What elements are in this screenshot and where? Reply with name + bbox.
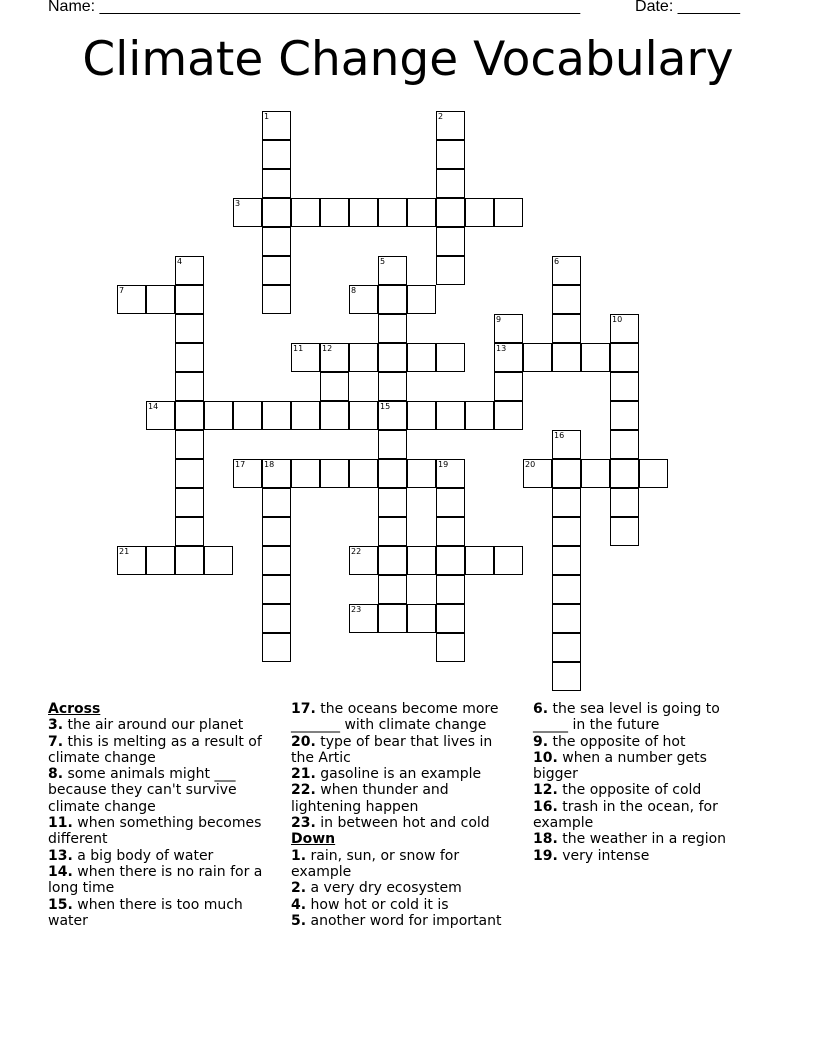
crossword-cell[interactable]	[262, 604, 291, 633]
name-field[interactable]: Name: ______________________________________________________	[48, 0, 581, 15]
crossword-cell[interactable]	[552, 285, 581, 314]
clue-item	[48, 734, 280, 767]
crossword-cell[interactable]	[349, 401, 378, 430]
crossword-cell[interactable]	[436, 198, 465, 227]
crossword-cell[interactable]	[552, 546, 581, 575]
clue-item-text: gasoline is an example	[320, 766, 482, 783]
crossword-cell[interactable]	[262, 111, 291, 140]
clue-item	[291, 766, 513, 782]
crossword-cell[interactable]	[436, 227, 465, 256]
clue-item-text: the opposite of hot	[552, 733, 686, 750]
crossword-cell[interactable]	[436, 604, 465, 633]
clue-item-number: 22.	[291, 782, 316, 799]
crossword-cell[interactable]	[262, 517, 291, 546]
clue-item-text: in between hot and cold	[320, 815, 490, 832]
clue-item	[48, 766, 280, 815]
crossword-cell[interactable]	[291, 459, 320, 488]
crossword-cell[interactable]	[465, 546, 494, 575]
clue-item	[291, 815, 513, 831]
clue-item-number: 11.	[48, 815, 73, 832]
clue-item	[48, 897, 280, 930]
crossword-cell[interactable]	[639, 459, 668, 488]
crossword-cell[interactable]	[349, 285, 378, 314]
crossword-cell[interactable]	[262, 198, 291, 227]
crossword-cell[interactable]	[233, 198, 262, 227]
crossword-cell[interactable]	[175, 517, 204, 546]
crossword-cell[interactable]	[523, 343, 552, 372]
crossword-cell[interactable]	[117, 285, 146, 314]
clue-item	[291, 848, 513, 881]
crossword-cell[interactable]	[262, 633, 291, 662]
crossword-cell[interactable]	[378, 372, 407, 401]
crossword-cell[interactable]	[262, 546, 291, 575]
clue-item-text: the opposite of cold	[562, 782, 702, 799]
clue-item	[291, 734, 513, 767]
clue-item-text: the weather in a region	[562, 831, 727, 848]
clue-number: 13	[496, 344, 507, 353]
crossword-cell[interactable]	[494, 372, 523, 401]
clue-item-number: 3.	[48, 717, 64, 734]
crossword-cell[interactable]	[291, 401, 320, 430]
clue-number: 21	[119, 547, 130, 556]
clue-number: 15	[380, 402, 391, 411]
clue-number: 7	[119, 286, 125, 295]
clue-item	[291, 913, 513, 929]
clue-item-number: 9.	[533, 733, 549, 750]
clue-item-number: 12.	[533, 782, 558, 799]
crossword-cell[interactable]	[581, 459, 610, 488]
clue-number: 22	[351, 547, 362, 556]
clue-item-text: very intense	[562, 847, 650, 864]
clue-item-number: 20.	[291, 733, 316, 750]
clues-heading: Across	[48, 701, 101, 717]
crossword-cell[interactable]	[436, 256, 465, 285]
clue-item	[48, 717, 280, 733]
crossword-cell[interactable]	[320, 198, 349, 227]
crossword-cell[interactable]	[552, 633, 581, 662]
crossword-cell[interactable]	[407, 198, 436, 227]
crossword-cell[interactable]	[523, 459, 552, 488]
crossword-cell[interactable]	[436, 459, 465, 488]
crossword-cell[interactable]	[436, 633, 465, 662]
crossword-cell[interactable]	[320, 372, 349, 401]
crossword-cell[interactable]	[378, 546, 407, 575]
crossword-cell[interactable]	[262, 401, 291, 430]
clue-number: 3	[235, 199, 241, 208]
crossword-cell[interactable]	[552, 488, 581, 517]
clue-item-text: when there is no rain for a long time	[48, 863, 263, 897]
clue-number: 23	[351, 605, 362, 614]
clue-item	[533, 848, 748, 864]
crossword-cell[interactable]	[320, 459, 349, 488]
crossword-cell[interactable]	[465, 401, 494, 430]
crossword-cell[interactable]	[581, 343, 610, 372]
crossword-cell[interactable]	[146, 401, 175, 430]
clue-number: 11	[293, 344, 304, 353]
clue-item-text: a big body of water	[77, 847, 214, 864]
clues-column-1	[48, 701, 280, 929]
crossword-cell[interactable]	[436, 488, 465, 517]
clue-item-text: the air around our planet	[67, 717, 244, 734]
clue-number: 19	[438, 460, 449, 469]
clue-item-number: 18.	[533, 831, 558, 848]
clue-item-number: 16.	[533, 798, 558, 815]
clue-item-number: 7.	[48, 733, 64, 750]
crossword-cell[interactable]	[378, 256, 407, 285]
clue-item	[291, 880, 513, 896]
clue-item-number: 4.	[291, 896, 307, 913]
crossword-cell[interactable]	[436, 343, 465, 372]
crossword-cell[interactable]	[552, 314, 581, 343]
clue-item-text: when there is too much water	[48, 896, 243, 929]
crossword-cell[interactable]	[262, 256, 291, 285]
clue-number: 17	[235, 460, 246, 469]
clue-item-number: 1.	[291, 847, 307, 864]
clue-item-number: 19.	[533, 847, 558, 864]
crossword-cell[interactable]	[175, 314, 204, 343]
crossword-cell[interactable]	[233, 459, 262, 488]
clue-number: 16	[554, 431, 565, 440]
clue-number: 10	[612, 315, 623, 324]
clue-number: 18	[264, 460, 275, 469]
clue-number: 4	[177, 257, 183, 266]
crossword-cell[interactable]	[320, 401, 349, 430]
crossword-cell[interactable]	[320, 343, 349, 372]
clue-item	[48, 815, 280, 848]
crossword-cell[interactable]	[262, 575, 291, 604]
crossword-cell[interactable]	[233, 401, 262, 430]
crossword-cell[interactable]	[175, 343, 204, 372]
crossword-cell[interactable]	[291, 343, 320, 372]
clue-item-number: 6.	[533, 701, 549, 717]
crossword-cell[interactable]	[262, 459, 291, 488]
crossword-cell[interactable]	[610, 488, 639, 517]
clue-number: 6	[554, 257, 560, 266]
crossword-cell[interactable]	[378, 314, 407, 343]
crossword-cell[interactable]	[262, 285, 291, 314]
crossword-cell[interactable]	[262, 227, 291, 256]
crossword-cell[interactable]	[494, 546, 523, 575]
clue-item-text: type of bear that lives in the Artic	[291, 733, 493, 766]
clue-number: 2	[438, 112, 444, 121]
crossword-cell[interactable]	[436, 546, 465, 575]
crossword-cell[interactable]	[610, 314, 639, 343]
crossword-cell[interactable]	[552, 256, 581, 285]
crossword-cell[interactable]	[407, 604, 436, 633]
clue-item-number: 17.	[291, 701, 316, 717]
clues-heading: Down	[291, 831, 336, 848]
crossword-cell[interactable]	[204, 546, 233, 575]
crossword-cell[interactable]	[378, 430, 407, 459]
crossword-cell[interactable]	[204, 401, 233, 430]
clue-item-number: 23.	[291, 815, 316, 832]
clue-item-text: trash in the ocean, for example	[533, 798, 718, 832]
crossword-cell[interactable]	[610, 430, 639, 459]
crossword-cell[interactable]	[146, 546, 175, 575]
date-field[interactable]: Date: _______	[635, 0, 740, 15]
crossword-cell[interactable]	[175, 488, 204, 517]
crossword-cell[interactable]	[175, 256, 204, 285]
crossword-cell[interactable]	[175, 430, 204, 459]
clue-item-number: 15.	[48, 896, 73, 913]
clue-item-number: 8.	[48, 766, 64, 783]
clue-item-text: rain, sun, or snow for example	[291, 847, 460, 880]
clue-item-text: the oceans become more _______ with climate change	[291, 701, 499, 734]
clue-item	[48, 864, 280, 897]
clue-item-text: another word for important	[310, 912, 502, 929]
clues-column-2	[291, 701, 513, 929]
crossword-cell[interactable]	[117, 546, 146, 575]
crossword-cell[interactable]	[378, 343, 407, 372]
crossword-cell[interactable]	[610, 517, 639, 546]
crossword-cell[interactable]	[262, 488, 291, 517]
crossword-cell[interactable]	[175, 285, 204, 314]
clue-number: 5	[380, 257, 386, 266]
clue-item-text: when something becomes different	[48, 815, 262, 848]
clue-item-text: how hot or cold it is	[310, 896, 449, 913]
crossword-cell[interactable]	[378, 517, 407, 546]
clue-item-text: the sea level is going to _____ in the future	[533, 701, 720, 734]
clue-number: 14	[148, 402, 159, 411]
crossword-cell[interactable]	[407, 285, 436, 314]
clue-item	[291, 897, 513, 913]
crossword-cell[interactable]	[349, 343, 378, 372]
crossword-cell[interactable]	[494, 198, 523, 227]
crossword-cell[interactable]	[436, 111, 465, 140]
crossword-cell[interactable]	[552, 430, 581, 459]
crossword-cell[interactable]	[552, 604, 581, 633]
crossword-cell[interactable]	[436, 140, 465, 169]
crossword-cell[interactable]	[552, 662, 581, 691]
crossword-cell[interactable]	[349, 604, 378, 633]
crossword-cell[interactable]	[436, 401, 465, 430]
crossword-cell[interactable]	[610, 459, 639, 488]
crossword-cell[interactable]	[552, 343, 581, 372]
crossword-cell[interactable]	[146, 285, 175, 314]
crossword-cell[interactable]	[349, 546, 378, 575]
crossword-cell[interactable]	[407, 459, 436, 488]
crossword-cell[interactable]	[262, 140, 291, 169]
clue-item-number: 13.	[48, 847, 73, 864]
clue-item	[533, 831, 748, 847]
crossword-cell[interactable]	[175, 401, 204, 430]
clue-item-number: 2.	[291, 880, 307, 897]
crossword-cell[interactable]	[494, 343, 523, 372]
crossword-cell[interactable]	[494, 401, 523, 430]
crossword-cell[interactable]	[262, 169, 291, 198]
crossword-cell[interactable]	[465, 198, 494, 227]
crossword-cell[interactable]	[378, 488, 407, 517]
clue-item-number: 10.	[533, 749, 558, 766]
clue-item	[291, 782, 513, 815]
crossword-cell[interactable]	[436, 169, 465, 198]
crossword-cell[interactable]	[175, 546, 204, 575]
crossword-cell[interactable]	[349, 198, 378, 227]
crossword-cell[interactable]	[552, 575, 581, 604]
clue-item	[533, 750, 748, 783]
clue-item-text: some animals might ___ because they can't survive climate change	[48, 766, 237, 815]
crossword-cell[interactable]	[436, 575, 465, 604]
crossword-cell[interactable]	[407, 546, 436, 575]
page-title: Climate Change Vocabulary	[82, 32, 734, 87]
crossword-cell[interactable]	[552, 459, 581, 488]
crossword-cell[interactable]	[552, 517, 581, 546]
clue-number: 9	[496, 315, 502, 324]
crossword-cell[interactable]	[378, 198, 407, 227]
crossword-cell[interactable]	[378, 285, 407, 314]
clue-item-text: this is melting as a result of climate change	[48, 733, 262, 766]
clues-column-3	[533, 701, 748, 864]
crossword-cell[interactable]	[610, 401, 639, 430]
crossword-cell[interactable]	[378, 575, 407, 604]
clue-item	[48, 848, 280, 864]
crossword-cell[interactable]	[291, 198, 320, 227]
clue-number: 20	[525, 460, 536, 469]
clue-item-number: 14.	[48, 863, 73, 880]
clue-item	[533, 782, 748, 798]
crossword-cell[interactable]	[610, 372, 639, 401]
crossword-cell[interactable]	[175, 372, 204, 401]
clue-number: 1	[264, 112, 270, 121]
clue-item-text: when thunder and lightening happen	[291, 782, 449, 815]
clue-item-text: when a number gets bigger	[533, 749, 707, 783]
crossword-cell[interactable]	[436, 517, 465, 546]
clue-item	[533, 701, 748, 734]
crossword-cell[interactable]	[378, 604, 407, 633]
crossword-cell[interactable]	[378, 459, 407, 488]
clue-item	[291, 701, 513, 734]
clue-number: 12	[322, 344, 333, 353]
clue-item-number: 5.	[291, 912, 307, 929]
crossword-cell[interactable]	[378, 401, 407, 430]
crossword-cell[interactable]	[175, 459, 204, 488]
crossword-cell[interactable]	[494, 314, 523, 343]
clue-item	[533, 734, 748, 750]
clue-item-text: a very dry ecosystem	[310, 880, 462, 897]
crossword-cell[interactable]	[407, 401, 436, 430]
crossword-cell[interactable]	[349, 459, 378, 488]
clue-item-number: 21.	[291, 766, 316, 783]
clue-number: 8	[351, 286, 357, 295]
crossword-cell[interactable]	[407, 343, 436, 372]
crossword-cell[interactable]	[610, 343, 639, 372]
clue-item	[533, 799, 748, 832]
